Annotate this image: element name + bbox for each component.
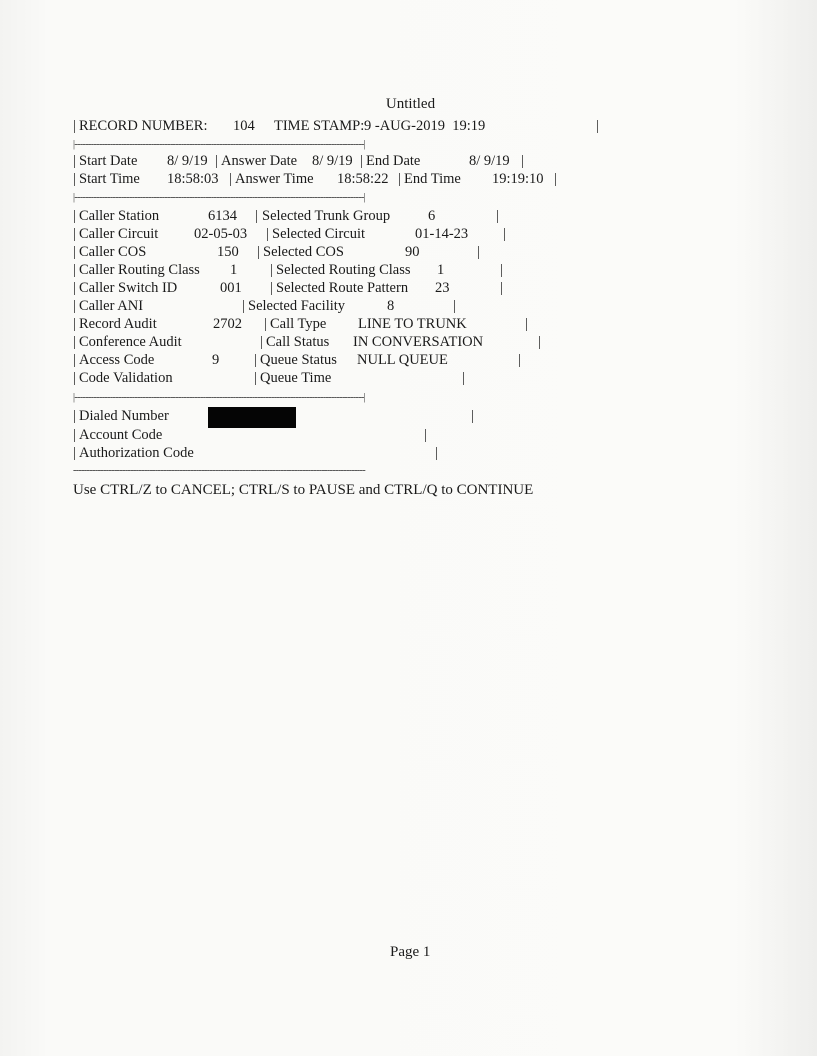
caller-station-label: Caller Station xyxy=(79,208,160,224)
access-code: 9 xyxy=(212,352,220,368)
timestamp: 9 -AUG-2019 19:19 xyxy=(364,118,486,134)
record-audit-label: Record Audit xyxy=(79,316,157,332)
queue-status-label: Queue Status xyxy=(260,352,337,368)
record-number-label: RECORD NUMBER: xyxy=(79,118,208,134)
selected-cos: 90 xyxy=(405,244,420,260)
call-status: IN CONVERSATION xyxy=(353,334,484,350)
caller-cos: 150 xyxy=(217,244,239,260)
end-date: 8/ 9/19 xyxy=(469,153,510,169)
call-type: LINE TO TRUNK xyxy=(358,316,467,332)
redaction-block xyxy=(208,407,296,428)
caller-cos-label: Caller COS xyxy=(79,244,147,260)
caller-switch-id: 001 xyxy=(220,280,242,296)
start-time-label: Start Time xyxy=(79,171,140,187)
caller-circuit-label: Caller Circuit xyxy=(79,226,159,242)
instructions: Use CTRL/Z to CANCEL; CTRL/S to PAUSE and CTRL/Q to CONTINUE xyxy=(73,482,534,498)
start-date-label: Start Date xyxy=(79,153,138,169)
document-page: Untitled | RECORD NUMBER: 104 TIME STAMP: 9 -AUG-2019 19:19 | |----------------------------------------------------------------------------------------------------------| | Start Date 8/ 9/19 | Answer Date 8/ 9/19 | End Date 8/ 9/19 | | Start Time 18:58:03 | Answer Time 18:58:22 | End Time 19:19:10 | |----------------------------------------------------------------------------------------------------------| | Caller Station 6134 | Selected Trunk Group 6 | | Caller Circuit 02-05-03 | Selected Circuit 01-14-23 | | Caller COS 150 | Selected COS 90 | | Caller Routing Class 1 | Selected Routing Class 1 | | Caller Switch ID 001 | Selected Route Pattern 23 | | Caller ANI | Selected Facility 8 | | Record Audit 2702 | Call Type LINE TO TRUNK | | Conference Audit | Call Status IN CONVERSATION | | Access Code 9 | Queue Status NULL QUEUE | | Code Validation | Queue Time | |----------------------------------------------------------------------------------------------------------| | Dialed Number | | Account Code | | Authorization Code | ----------------------------------------------------------------------------------------------------------- Use CTRL/Z to CANCEL; CTRL/S to PAUSE and CTRL/Q to CONTINUE Page 1 xyxy=(0,0,817,1056)
selected-facility-label: Selected Facility xyxy=(248,298,346,314)
separator: |----------------------------------------------------------------------------------------------------------| xyxy=(73,193,366,203)
caller-routing-class: 1 xyxy=(230,262,238,278)
end-time: 19:19:10 xyxy=(492,171,544,187)
page-number: Page 1 xyxy=(390,944,431,960)
caller-routing-class-label: Caller Routing Class xyxy=(79,262,200,278)
dialed-number-label: Dialed Number xyxy=(79,408,169,424)
caller-switch-id-label: Caller Switch ID xyxy=(79,280,178,296)
end-date-label: End Date xyxy=(366,153,421,169)
selected-cos-label: Selected COS xyxy=(263,244,344,260)
selected-trunk-group-label: Selected Trunk Group xyxy=(262,208,391,224)
separator: |----------------------------------------------------------------------------------------------------------| xyxy=(73,140,366,150)
record-audit: 2702 xyxy=(213,316,242,332)
start-date: 8/ 9/19 xyxy=(167,153,208,169)
authorization-code-label: Authorization Code xyxy=(79,445,194,461)
answer-date-label: Answer Date xyxy=(221,153,298,169)
answer-time: 18:58:22 xyxy=(337,171,389,187)
separator: |----------------------------------------------------------------------------------------------------------| xyxy=(73,393,366,403)
call-status-label: Call Status xyxy=(266,334,330,350)
selected-routing-class-label: Selected Routing Class xyxy=(276,262,411,278)
selected-routing-class: 1 xyxy=(437,262,445,278)
timestamp-label: TIME STAMP: xyxy=(274,118,365,134)
access-code-label: Access Code xyxy=(79,352,155,368)
queue-status: NULL QUEUE xyxy=(357,352,448,368)
queue-time-label: Queue Time xyxy=(260,370,332,386)
selected-route-pattern-label: Selected Route Pattern xyxy=(276,280,409,296)
code-validation-label: Code Validation xyxy=(79,370,173,386)
caller-circuit: 02-05-03 xyxy=(194,226,248,242)
answer-date: 8/ 9/19 xyxy=(312,153,353,169)
selected-circuit: 01-14-23 xyxy=(415,226,469,242)
caller-station: 6134 xyxy=(208,208,237,224)
end-time-label: End Time xyxy=(404,171,461,187)
start-time: 18:58:03 xyxy=(167,171,219,187)
account-code-label: Account Code xyxy=(79,427,163,443)
selected-circuit-label: Selected Circuit xyxy=(272,226,366,242)
separator: ----------------------------------------------------------------------------------------------------------- xyxy=(73,466,366,476)
call-type-label: Call Type xyxy=(270,316,327,332)
selected-route-pattern: 23 xyxy=(435,280,450,296)
caller-ani-label: Caller ANI xyxy=(79,298,144,314)
conference-audit-label: Conference Audit xyxy=(79,334,182,350)
document-title: Untitled xyxy=(385,96,436,112)
selected-trunk-group: 6 xyxy=(428,208,436,224)
record-number: 104 xyxy=(233,118,255,134)
answer-time-label: Answer Time xyxy=(235,171,314,187)
selected-facility: 8 xyxy=(387,298,395,314)
